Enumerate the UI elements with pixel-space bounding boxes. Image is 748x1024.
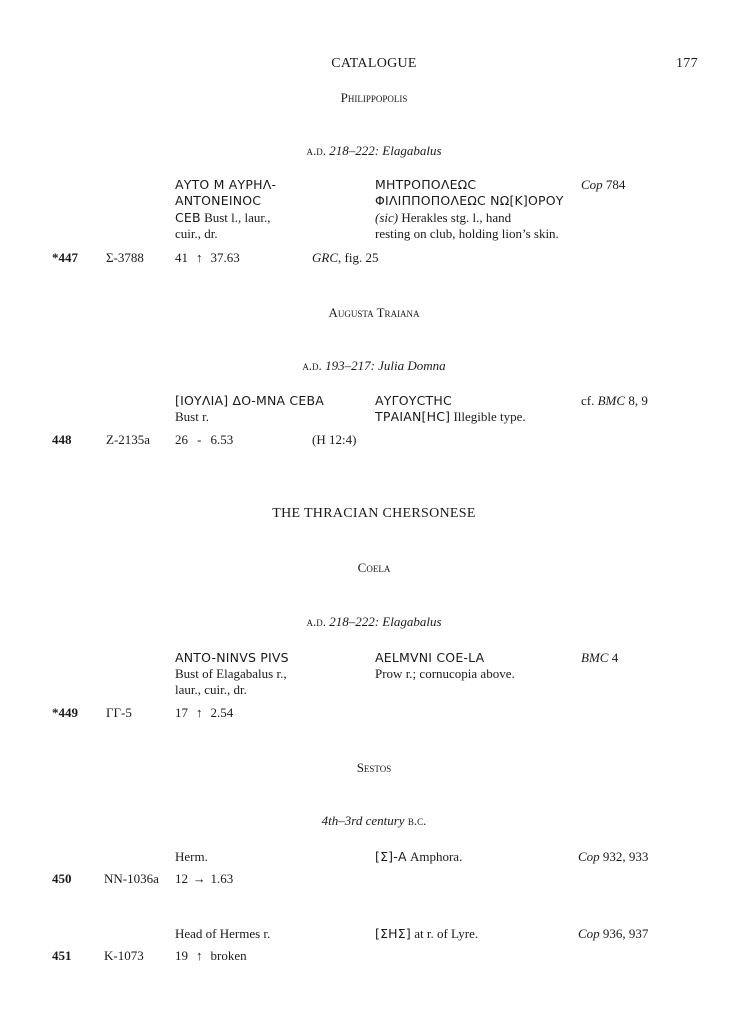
period-date: a.d. bbox=[306, 614, 326, 629]
size: 26 bbox=[175, 432, 188, 447]
obverse-legend: ANTO-NINVS PIVS bbox=[175, 650, 289, 665]
obverse-legend-line: ΑΥΤΟ Μ ΑΥΡΗΛ- bbox=[175, 177, 277, 192]
running-title: CATALOGUE bbox=[331, 56, 417, 71]
obverse-legend-line: ΑΝΤΟΝΕΙΝΟC bbox=[175, 193, 262, 208]
period-heading-sestos bbox=[0, 813, 748, 828]
inventory-number: ΓΓ-5 bbox=[106, 705, 132, 720]
reverse-line bbox=[375, 849, 462, 864]
reverse-description: Illegible type. bbox=[453, 409, 526, 424]
reverse-description: Prow r.; cornucopia above. bbox=[375, 666, 515, 681]
region-heading: THE THRACIAN CHERSONESE bbox=[272, 506, 476, 521]
period-heading-augusta-traiana bbox=[0, 358, 748, 373]
obverse-description: Head of Hermes r. bbox=[175, 926, 271, 941]
reference-work: Cop bbox=[578, 926, 600, 941]
city-heading-sestos: Sestos bbox=[356, 760, 392, 775]
die-axis-dash: - bbox=[197, 432, 202, 447]
weight: 2.54 bbox=[210, 705, 234, 720]
reference bbox=[578, 926, 648, 941]
size: 17 bbox=[175, 705, 188, 720]
catalogue-number: 451 bbox=[52, 948, 72, 963]
die-axis-up-arrow-icon: ↑ bbox=[196, 948, 203, 963]
publication-note: , fig. 25 bbox=[338, 250, 379, 265]
measurements bbox=[175, 250, 240, 265]
reference-number: 784 bbox=[605, 177, 626, 192]
die-axis-up-arrow-icon: ↑ bbox=[196, 705, 203, 720]
city-heading-coela: Coela bbox=[357, 560, 391, 575]
reverse-legend-end: ΤΡΑΙΑΝ[ΗC] bbox=[375, 409, 451, 424]
reverse-legend: [ΣΗΣ] bbox=[375, 926, 411, 941]
measurements bbox=[175, 432, 233, 447]
catalogue-number: *449 bbox=[52, 705, 78, 720]
catalogue-number: 448 bbox=[52, 432, 72, 447]
publication-work: GRC bbox=[312, 250, 338, 265]
inventory-number: Z-2135a bbox=[106, 432, 151, 447]
measurements bbox=[175, 871, 233, 886]
die-axis-up-arrow-icon: ↑ bbox=[196, 250, 203, 265]
city-heading-philippopolis: Philippopolis bbox=[340, 90, 408, 105]
period-heading-philippopolis bbox=[0, 143, 748, 158]
reverse-description-line bbox=[375, 210, 511, 225]
reference-number: 932, 933 bbox=[602, 849, 649, 864]
measurements bbox=[175, 705, 233, 720]
period-date: a.d. bbox=[306, 143, 326, 158]
obverse-description: Bust r. bbox=[175, 409, 209, 424]
city-heading-augusta-traiana: Augusta Traiana bbox=[328, 305, 420, 320]
reverse-description: Amphora. bbox=[409, 849, 463, 864]
reference bbox=[581, 177, 625, 192]
measurements bbox=[175, 948, 247, 963]
reverse-legend-line: ΜΗΤΡΟΠΟΛΕΩC bbox=[375, 177, 477, 192]
size: 12 bbox=[175, 871, 188, 886]
obverse-line bbox=[175, 210, 271, 225]
obverse-description: Herm. bbox=[175, 849, 208, 864]
reference-prefix: cf. bbox=[581, 393, 595, 408]
sic-note: (sic) bbox=[375, 210, 399, 225]
weight: 1.63 bbox=[210, 871, 234, 886]
reference-number: 8, 9 bbox=[628, 393, 648, 408]
period-label: 218–222: Elagabalus bbox=[329, 143, 442, 158]
period-label: 218–222: Elagabalus bbox=[329, 614, 442, 629]
period-heading-coela bbox=[0, 614, 748, 629]
reverse-description-line: resting on club, holding lion’s skin. bbox=[375, 226, 559, 241]
obverse-legend-end: CΕΒ bbox=[175, 210, 201, 225]
hoard-reference: (H 12:4) bbox=[312, 432, 357, 447]
reference bbox=[581, 650, 618, 665]
obverse-description-line: Bust of Elagabalus r., bbox=[175, 666, 287, 681]
reverse-line bbox=[375, 926, 478, 941]
catalogue-number: *447 bbox=[52, 250, 78, 265]
weight: 37.63 bbox=[210, 250, 240, 265]
publication bbox=[312, 250, 378, 265]
obverse-description-line: cuir., dr. bbox=[175, 226, 218, 241]
inventory-number: K-1073 bbox=[104, 948, 144, 963]
period-date: a.d. bbox=[302, 358, 322, 373]
reference bbox=[581, 393, 648, 408]
inventory-number: NN-1036a bbox=[104, 871, 159, 886]
weight: broken bbox=[210, 948, 247, 963]
reference-work: BMC bbox=[597, 393, 626, 408]
reverse-legend-line: ΦΙΛΙΠΠΟΠΟΛΕΩC ΝΩ[Κ]ΟΡΟΥ bbox=[375, 193, 564, 208]
page-number: 177 bbox=[676, 56, 698, 71]
catalogue-number: 450 bbox=[52, 871, 72, 886]
reverse-description: at r. of Lyre. bbox=[414, 926, 479, 941]
inventory-number: Σ-3788 bbox=[106, 250, 144, 265]
reverse-description: Herakles stg. l., hand bbox=[401, 210, 512, 225]
reverse-legend-line: ΑΥΓΟΥCΤΗC bbox=[375, 393, 452, 408]
reference-work: Cop bbox=[581, 177, 603, 192]
size: 41 bbox=[175, 250, 188, 265]
reverse-legend: [Σ]-Α bbox=[375, 849, 407, 864]
reference-work: BMC bbox=[581, 650, 609, 665]
period-label: 4th–3rd century bbox=[321, 813, 405, 828]
reference-number: 4 bbox=[611, 650, 619, 665]
period-label: 193–217: Julia Domna bbox=[325, 358, 446, 373]
weight: 6.53 bbox=[210, 432, 234, 447]
size: 19 bbox=[175, 948, 188, 963]
obverse-description: Bust l., laur., bbox=[204, 210, 271, 225]
reverse-legend: AELMVNI COE-LA bbox=[375, 650, 485, 665]
obverse-description-line: laur., cuir., dr. bbox=[175, 682, 247, 697]
obverse-legend: [ΙΟΥΛΙΑ] ΔΟ-ΜΝΑ CΕΒΑ bbox=[175, 393, 324, 408]
die-axis-right-arrow-icon: → bbox=[192, 871, 206, 886]
reference bbox=[578, 849, 648, 864]
reference-number: 936, 937 bbox=[602, 926, 649, 941]
reverse-line bbox=[375, 409, 526, 424]
period-date: b.c. bbox=[407, 813, 427, 828]
reference-work: Cop bbox=[578, 849, 600, 864]
